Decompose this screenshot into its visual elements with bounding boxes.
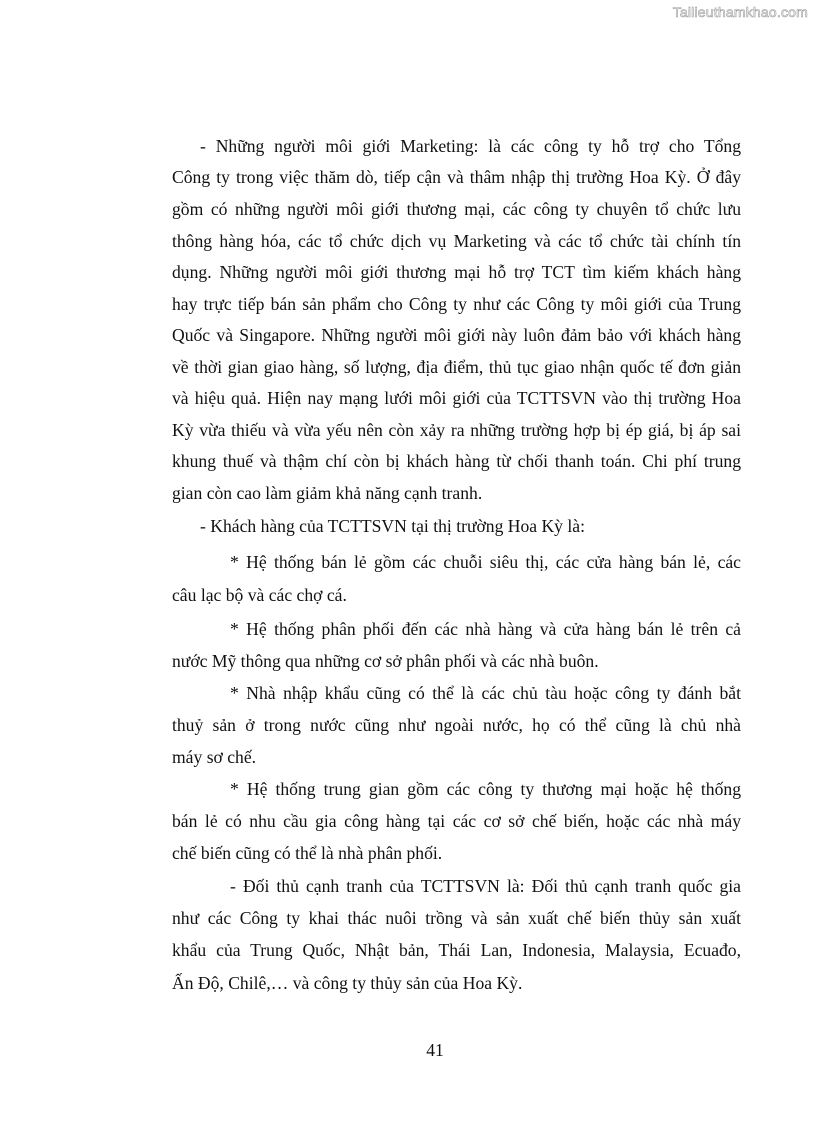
- text-line: * Hệ thống phân phối đến các nhà hàng và cửa hàng bán lẻ trên cả: [230, 619, 741, 639]
- text-line: * Hệ thống bán lẻ gồm các chuỗi siêu thị, các cửa hàng bán lẻ, các: [230, 552, 741, 572]
- text-line: như các Công ty khai thác nuôi trồng và sản xuất chế biến thủy sản xuất: [172, 908, 741, 928]
- text-line: chế biến cũng có thể là nhà phân phối.: [172, 843, 443, 863]
- page-number: 41: [426, 1040, 444, 1060]
- text-line: Quốc và Singapore. Những người môi giới này luôn đảm bảo với khách hàng: [172, 325, 741, 345]
- text-line: dụng. Những người môi giới thương mại hỗ trợ TCT tìm kiếm khách hàng: [172, 262, 741, 282]
- text-line: * Nhà nhập khẩu cũng có thể là các chủ tàu hoặc công ty đánh bắt: [230, 683, 741, 703]
- text-line: thông hàng hóa, các tổ chức dịch vụ Marketing và các tổ chức tài chính tín: [172, 231, 741, 251]
- text-line: gồm có những người môi giới thương mại, các công ty chuyên tổ chức lưu: [172, 199, 741, 219]
- text-line: - Đối thủ cạnh tranh của TCTTSVN là: Đối thủ cạnh tranh quốc gia: [230, 876, 741, 896]
- text-line: câu lạc bộ và các chợ cá.: [172, 585, 347, 605]
- text-line: bán lẻ có nhu cầu gia công hàng tại các cơ sở chế biến, hoặc các nhà máy: [172, 811, 741, 831]
- watermark: Tailieuthamkhao.com: [672, 4, 808, 20]
- text-line: nước Mỹ thông qua những cơ sở phân phối và các nhà buôn.: [172, 651, 599, 671]
- text-line: khẩu của Trung Quốc, Nhật bản, Thái Lan, Indonesia, Malaysia, Ecuađo,: [172, 940, 741, 960]
- text-line: khung thuế và thậm chí còn bị khách hàng từ chối thanh toán. Chi phí trung: [172, 451, 741, 471]
- text-line: * Hệ thống trung gian gồm các công ty thương mại hoặc hệ thống: [230, 779, 741, 799]
- text-line: thuỷ sản ở trong nước cũng như ngoài nước, họ có thể cũng là chủ nhà: [172, 715, 741, 735]
- text-line: - Khách hàng của TCTTSVN tại thị trường Hoa Kỳ là:: [200, 516, 585, 536]
- text-line: - Những người môi giới Marketing: là các công ty hỗ trợ cho Tổng: [200, 136, 741, 156]
- text-line: Công ty trong việc thăm dò, tiếp cận và thâm nhập thị trường Hoa Kỳ. Ở đây: [172, 167, 741, 187]
- text-line: gian còn cao làm giảm khả năng cạnh tranh.: [172, 483, 483, 503]
- text-line: Kỳ vừa thiếu và vừa yếu nên còn xảy ra những trường hợp bị ép giá, bị áp sai: [172, 420, 741, 440]
- text-line: hay trực tiếp bán sản phẩm cho Công ty như các Công ty môi giới của Trung: [172, 294, 741, 314]
- text-line: Ấn Độ, Chilê,… và công ty thủy sản của Hoa Kỳ.: [172, 973, 523, 993]
- text-line: về thời gian giao hàng, số lượng, địa điểm, thủ tục giao nhận quốc tế đơn giản: [172, 357, 741, 377]
- text-line: máy sơ chế.: [172, 747, 257, 767]
- text-line: và hiệu quả. Hiện nay mạng lưới môi giới của TCTTSVN vào thị trường Hoa: [172, 388, 741, 408]
